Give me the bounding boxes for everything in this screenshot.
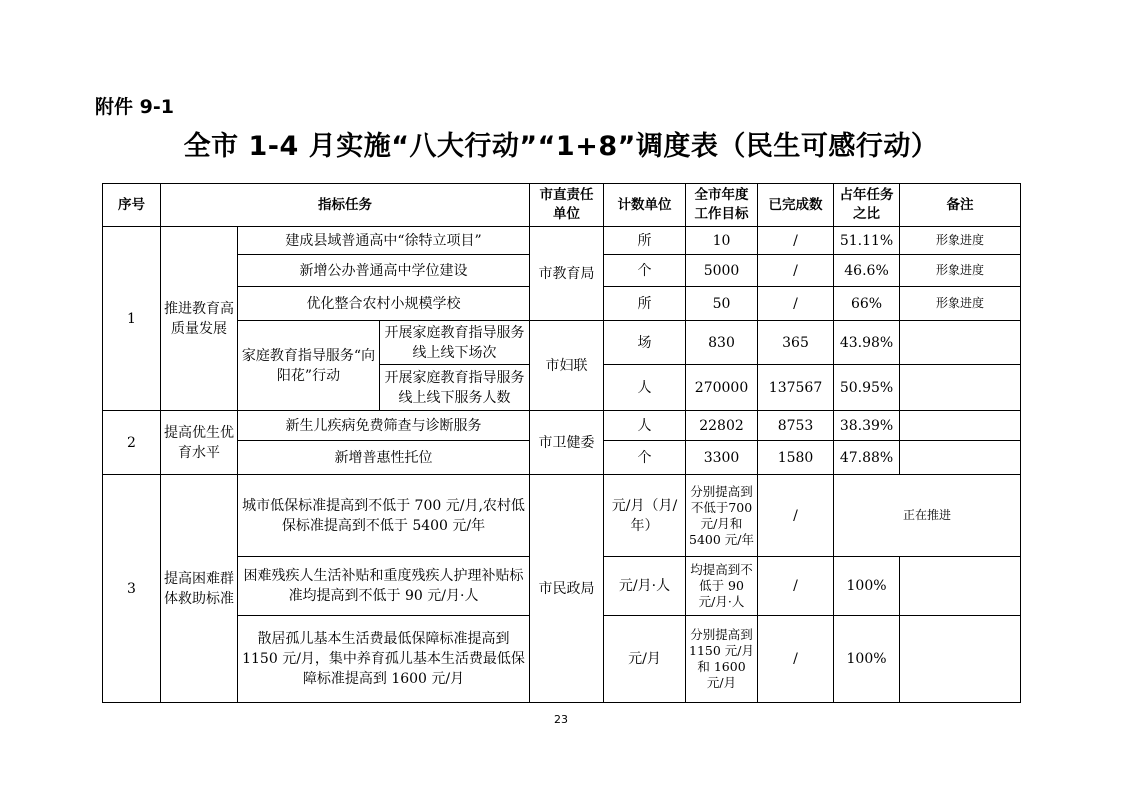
header-ratio: 占年任务之比 [834,184,900,227]
page-number: 23 [554,713,568,726]
row-task: 新增公办普通高中学位建设 [238,255,530,287]
table-row [103,475,1021,557]
row-target: 分别提高到不低于700 元/月和 5400 元/年 [686,475,758,557]
row-note [900,365,1021,411]
row-task: 优化整合农村小规模学校 [238,287,530,321]
header-note: 备注 [900,184,1021,227]
row-target: 830 [686,321,758,365]
row-done: / [758,616,834,703]
row-ratio: 100% [834,616,900,703]
header-row [103,184,1021,227]
header-seq: 序号 [103,184,161,227]
row-unit: 个 [604,255,686,287]
row-category: 推进教育高质量发展 [161,227,238,411]
row-dept: 市卫健委 [530,411,604,475]
row-unit: 元/月·人 [604,557,686,616]
row-unit: 人 [604,365,686,411]
row-ratio: 51.11% [834,227,900,255]
row-dept: 市民政局 [530,475,604,703]
attachment-label: 附件 9-1 [95,96,174,118]
row-done: / [758,287,834,321]
row-target: 50 [686,287,758,321]
row-task: 散居孤儿基本生活费最低保障标准提高到1150 元/月，集中养育孤儿基本生活费最低保障标准提高到 1600 元/月 [238,616,530,703]
row-target: 分别提高到 1150 元/月和 1600 元/月 [686,616,758,703]
row-category: 提高困难群体救助标准 [161,475,238,703]
row-ratio: 100% [834,557,900,616]
row-unit: 人 [604,411,686,441]
row-ratio: 50.95% [834,365,900,411]
row-task: 开展家庭教育指导服务线上线下场次 [380,321,530,365]
row-note [900,441,1021,475]
row-done: 1580 [758,441,834,475]
row-done: / [758,557,834,616]
row-unit: 所 [604,287,686,321]
row-unit: 场 [604,321,686,365]
row-note: 形象进度 [900,255,1021,287]
row-task: 困难残疾人生活补贴和重度残疾人护理补贴标准均提高到不低于 90 元/月·人 [238,557,530,616]
row-note [900,616,1021,703]
row-done: / [758,255,834,287]
header-task: 指标任务 [161,184,530,227]
row-target: 10 [686,227,758,255]
row-done: 137567 [758,365,834,411]
schedule-table [102,183,1021,703]
table-row [103,321,1021,365]
row-note [900,557,1021,616]
row-unit: 个 [604,441,686,475]
table-row [103,411,1021,441]
row-unit: 元/月 [604,616,686,703]
row-unit: 所 [604,227,686,255]
row-done: 365 [758,321,834,365]
row-ratio: 66% [834,287,900,321]
header-target: 全市年度工作目标 [686,184,758,227]
row-ratio: 38.39% [834,411,900,441]
row-task: 新生儿疾病免费筛查与诊断服务 [238,411,530,441]
header-unit: 计数单位 [604,184,686,227]
row-task: 开展家庭教育指导服务线上线下服务人数 [380,365,530,411]
row-category: 提高优生优育水平 [161,411,238,475]
row-task: 城市低保标准提高到不低于 700 元/月,农村低保标准提高到不低于 5400 元/年 [238,475,530,557]
row-ratio: 47.88% [834,441,900,475]
row-done: / [758,227,834,255]
row-target: 22802 [686,411,758,441]
row-done: 8753 [758,411,834,441]
row-target: 270000 [686,365,758,411]
header-done: 已完成数 [758,184,834,227]
row-note [900,411,1021,441]
row-target: 3300 [686,441,758,475]
page-title: 全市 1-4 月实施“八大行动”“1+8”调度表（民生可感行动） [183,131,939,162]
row-seq: 2 [103,411,161,475]
row-task: 建成县域普通高中“徐特立项目” [238,227,530,255]
row-seq: 1 [103,227,161,411]
row-target: 均提高到不低于 90 元/月·人 [686,557,758,616]
row-dept: 市教育局 [530,227,604,321]
row-note: 形象进度 [900,287,1021,321]
row-target: 5000 [686,255,758,287]
row-ratio: 43.98% [834,321,900,365]
row-note: 正在推进 [834,475,1021,557]
row-ratio: 46.6% [834,255,900,287]
row-subtask: 家庭教育指导服务“向阳花”行动 [238,321,380,411]
header-dept: 市直责任单位 [530,184,604,227]
row-task: 新增普惠性托位 [238,441,530,475]
row-note: 形象进度 [900,227,1021,255]
row-dept: 市妇联 [530,321,604,411]
row-unit: 元/月（月/年） [604,475,686,557]
row-note [900,321,1021,365]
row-done: / [758,475,834,557]
table-row [103,227,1021,255]
row-seq: 3 [103,475,161,703]
